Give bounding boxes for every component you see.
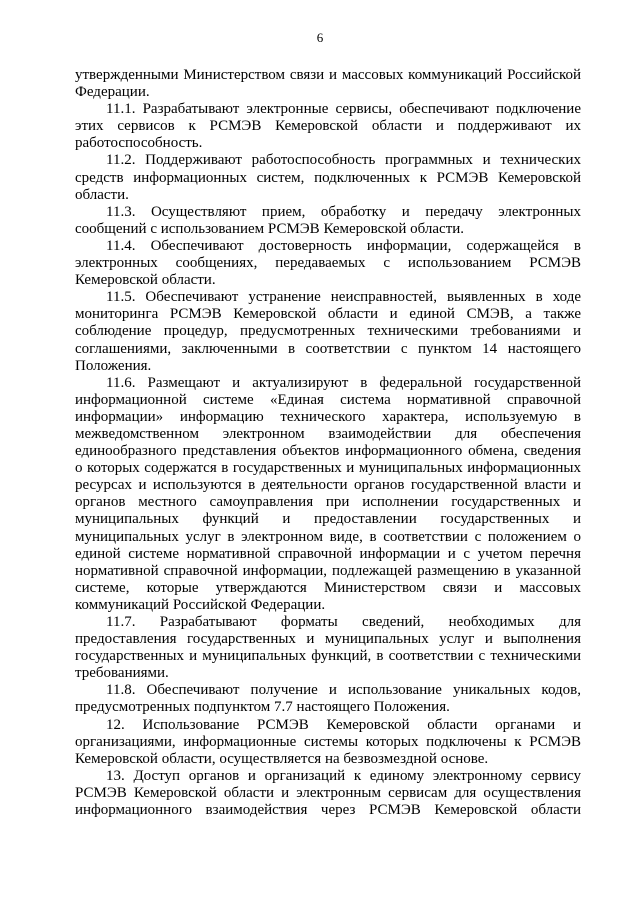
paragraph-11-1: 11.1. Разрабатывают электронные сервисы, обеспечивают подключение этих сервисов к РСМЭВ Кемеровской области и поддерживают их работоспособность. [75, 101, 581, 152]
paragraph-12: 12. Использование РСМЭВ Кемеровской области органами и организациями, информационные системы которых подключены к РСМЭВ Кемеровской области, осуществляется на безвозмездной основе. [75, 716, 581, 767]
paragraph-11-7: 11.7. Разрабатывают форматы сведений, необходимых для предоставления государственных и муниципальных услуг и выполнения государственных и муниципальных функций, в соответствии с техническими требованиями. [75, 614, 581, 682]
paragraph-11-5: 11.5. Обеспечивают устранение неисправностей, выявленных в ходе мониторинга РСМЭВ Кемеровской области и единой СМЭВ, а также соблюдение процедур, предусмотренных техническими требованиями и соглашениями, заключенными в соответствии с пунктом 14 настоящего Положения. [75, 289, 581, 374]
document-body [75, 67, 581, 819]
paragraph-11-3: 11.3. Осуществляют прием, обработку и передачу электронных сообщений с использованием РСМЭВ Кемеровской области. [75, 203, 581, 237]
page-number: 6 [316, 30, 324, 45]
paragraph-13: 13. Доступ органов и организаций к единому электронному сервису РСМЭВ Кемеровской области и электронным сервисам для осуществления информационного взаимодействия через РСМЭВ Кемеровской области [75, 767, 581, 819]
paragraph-11-8: 11.8. Обеспечивают получение и использование уникальных кодов, предусмотренных подпунктом 7.7 настоящего Положения. [75, 682, 581, 716]
paragraph-11-4: 11.4. Обеспечивают достоверность информации, содержащейся в электронных сообщениях, передаваемых с использованием РСМЭВ Кемеровской области. [75, 237, 581, 289]
paragraph-11-6: 11.6. Размещают и актуализируют в федеральной государственной информационной системе «Единая система нормативной справочной информации» информацию технического характера, используемую в межведомственном электронном взаимодействии для обеспечения единообразного представления объектов информационного обмена, сведения о которых содержатся в государственных и муниципальных информационных ресурсах и используются в деятельности органов государственной власти и органов местного самоуправления при исполнении государственных и муниципальных функций и предоставлении государственных и муниципальных услуг в электронном виде, в соответствии с положением о единой системе нормативной справочной информации и с учетом перечня нормативной справочной информации, подлежащей размещению в указанной системе, которые утверждаются Министерством связи и массовых коммуникаций Российской Федерации. [75, 374, 581, 613]
paragraph-11-2: 11.2. Поддерживают работоспособность программных и технических средств информационных систем, подключенных к РСМЭВ Кемеровской области. [75, 152, 581, 203]
paragraph-continuation: утвержденными Министерством связи и массовых коммуникаций Российской Федерации. [75, 67, 581, 101]
